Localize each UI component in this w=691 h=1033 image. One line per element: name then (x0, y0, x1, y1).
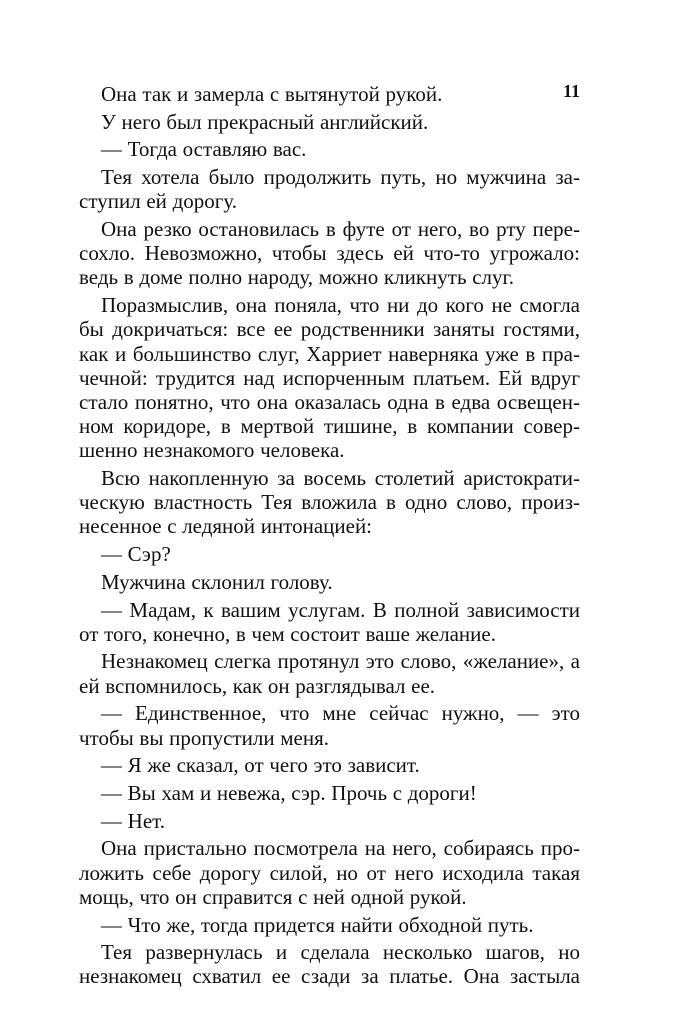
paragraph: Незнакомец слегка протянул это слово, «желание», а ей вспомнилось, как он разглядывал ее. (79, 649, 580, 698)
dialogue-line: — Я же сказал, от чего это зависит. (101, 753, 420, 778)
dialogue-line: — Что же, тогда придется найти обходной путь. (101, 912, 534, 937)
paragraph: У него был прекрасный английский. (101, 109, 429, 134)
page-number: 11 (562, 81, 580, 101)
dialogue-line: — Единственное, что мне сейчас нужно, — это чтобы вы пропустили меня. (79, 701, 580, 750)
paragraph: Она пристально посмотрела на него, собираясь проложить себе дорогу силой, но от него исходила такая мощь, что он справится с ней одной рукой. (79, 836, 580, 909)
dialogue-line: — Вы хам и невежа, сэр. Прочь с дороги! (101, 780, 477, 805)
paragraph: Тея хотела было продолжить путь, но мужчина заступил ей дорогу. (79, 165, 580, 214)
paragraph: Всю накопленную за восемь столетий аристократическую властность Тея вложила в одно слово, произнесенное с ледяной интонацией: (79, 466, 580, 539)
paragraph: Она так и замерла с вытянутой рукой. (101, 82, 443, 106)
paragraph: Она резко остановилась в футе от него, во рту пересохло. Невозможно, чтобы здесь ей что-то угрожало: ведь в доме полно народу, можно кликнуть слуг. (79, 217, 580, 290)
dialogue-line: — Тогда оставляю вас. (101, 137, 307, 162)
dialogue-line: — Мадам, к вашим услугам. В полной зависимости от того, конечно, в чем состоит ваше желание. (79, 597, 580, 646)
paragraph: Поразмыслив, она поняла, что ни до кого не смогла бы докричаться: все ее родственники заняты гостями, как и большинство слуг, Харриет наверняка уже в прачечной: трудится над испорченным платьем. Ей вдруг стало понятно, что она оказалась одна в едва освещенном коридоре, в мертвой тишине, в компании совершенно незнакомого человека. (79, 293, 580, 463)
paragraph: Тея развернулась и сделала несколько шагов, но незнакомец схватил ее сзади за платье. Она застыла (79, 940, 580, 989)
book-page (79, 82, 580, 989)
dialogue-line: — Сэр? (101, 542, 171, 567)
dialogue-line: — Нет. (101, 808, 166, 833)
paragraph: Мужчина склонил голову. (101, 569, 333, 594)
